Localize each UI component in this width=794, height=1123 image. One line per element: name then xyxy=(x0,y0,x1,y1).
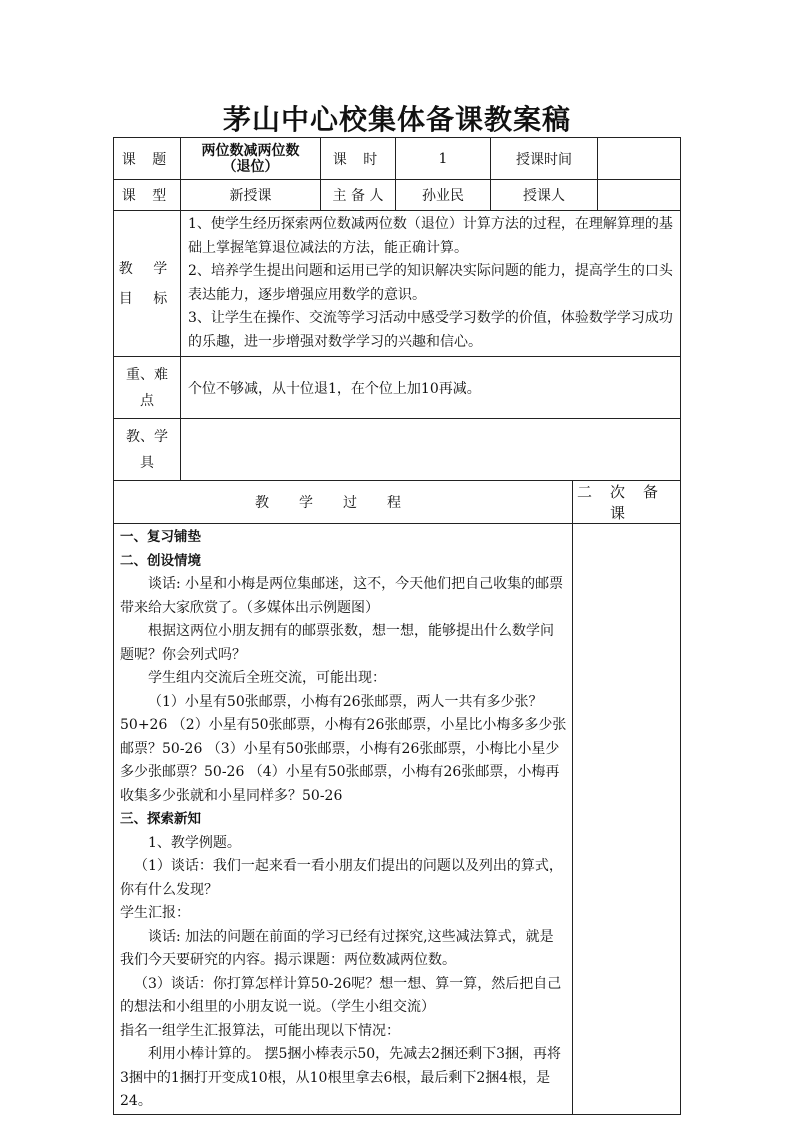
para-method: 指名一组学生汇报算法，可能出现以下情况： xyxy=(120,1022,400,1039)
goal-item-1: 1、使学生经历探索两位数减两位数（退位）计算方法的过程，在理解算理的基础上掌握笔算退位减法的方法，能正确计算。 xyxy=(188,216,673,256)
type-value: 新授课 xyxy=(181,180,321,211)
time-label: 授课时间 xyxy=(491,138,598,180)
tools-label-line2: 具 xyxy=(140,454,154,471)
goals-text xyxy=(181,211,681,357)
lead-label: 主 备 人 xyxy=(321,180,396,211)
section-explore: 三、探索新知 xyxy=(120,811,201,827)
type-label: 课 型 xyxy=(114,180,181,211)
topic-value xyxy=(181,138,321,180)
teacher-value xyxy=(598,180,681,211)
para-talk-3: 谈话: 加法的问题在前面的学习已经有过探究,这些减法算式，就是我们今天要研究的内容。揭示课题：两位数减两位数。 xyxy=(120,928,554,968)
difficulty-text: 个位不够减，从十位退1，在个位上加10再减。 xyxy=(181,357,681,419)
goals-label-line1: 教 学 xyxy=(118,260,176,277)
para-question: 根据这两位小朋友拥有的邮票张数，想一想，能够提出什么数学问题呢？你会列式吗？ xyxy=(120,623,554,663)
second-prep-header: 二次备课 xyxy=(573,481,681,524)
para-example: 1、教学例题。 xyxy=(148,834,241,851)
document-title: 茅山中心校集体备课教案稿 xyxy=(222,103,571,136)
row-type xyxy=(114,180,681,211)
goals-label xyxy=(114,211,181,357)
tools-text xyxy=(181,419,681,481)
para-talk-2: （1）谈话：我们一起来看一看小朋友们提出的问题以及列出的算式，你有什么发现？ xyxy=(120,858,563,898)
second-prep-body xyxy=(573,524,681,1115)
topic-label: 课 题 xyxy=(114,138,181,180)
section-review: 一、复习铺垫 xyxy=(120,529,201,545)
goals-label-line2: 目 标 xyxy=(118,290,176,307)
process-body xyxy=(114,524,573,1115)
para-talk-4: （3）谈话：你打算怎样计算50-26呢？想一想、算一算，然后把自己的想法和小组里的小朋友说一说。（学生小组交流） xyxy=(120,975,562,1015)
row-difficulty xyxy=(114,357,681,419)
periods-label: 课 时 xyxy=(321,138,396,180)
para-talk-1: 谈话: 小星和小梅是两位集邮迷，这不，今天他们把自己收集的邮票带来给大家欣赏了。（多媒体出示例题图） xyxy=(120,576,564,616)
time-value xyxy=(598,138,681,180)
row-process-header xyxy=(114,481,681,524)
teacher-label: 授课人 xyxy=(491,180,598,211)
periods-value: 1 xyxy=(396,138,491,180)
goal-item-2: 2、培养学生提出问题和运用已学的知识解决实际问题的能力，提高学生的口头表达能力，逐步增强应用数学的意识。 xyxy=(188,263,673,303)
difficulty-label-line1: 重、难 xyxy=(126,366,168,383)
difficulty-label xyxy=(114,357,181,419)
section-scenario: 二、创设情境 xyxy=(120,552,201,569)
lesson-plan-table xyxy=(113,137,681,1115)
row-process-body xyxy=(114,524,681,1115)
row-goals xyxy=(114,211,681,357)
process-header: 教学过程 xyxy=(114,481,573,524)
tools-label xyxy=(114,419,181,481)
topic-value-line1: 两位数减两位数 xyxy=(201,142,300,159)
para-cases: （1）小星有50张邮票，小梅有26张邮票，两人一共有多少张？50+26 （2）小星有50张邮票，小梅有26张邮票，小星比小梅多多少张邮票？50-26 （3）小星有50张邮票，小梅有26张邮票，小梅比小星少多少张邮票？50-26 （4）小星有50张邮票，小梅有26张邮票，小梅再收集多少张就和小星同样多？50-26 xyxy=(120,693,567,804)
topic-value-line2: （退位） xyxy=(222,158,279,175)
row-topic xyxy=(114,138,681,180)
difficulty-label-line2: 点 xyxy=(140,392,154,409)
para-exchange: 学生组内交流后全班交流，可能出现： xyxy=(148,670,386,686)
lead-value: 孙业民 xyxy=(396,180,491,211)
tools-label-line1: 教、学 xyxy=(126,428,168,445)
row-tools xyxy=(114,419,681,481)
para-sticks: 利用小棒计算的。 摆5捆小棒表示50，先减去2捆还剩下3捆，再将3捆中的1捆打开变成10根，从10根里拿去6根，最后剩下2捆4根，是24。 xyxy=(120,1046,561,1109)
goal-item-3: 3、让学生在操作、交流等学习活动中感受学习数学的价值，体验数学学习成功的乐趣，进一步增强对数学学习的兴趣和信心。 xyxy=(188,310,673,350)
para-report: 学生汇报： xyxy=(120,905,190,921)
